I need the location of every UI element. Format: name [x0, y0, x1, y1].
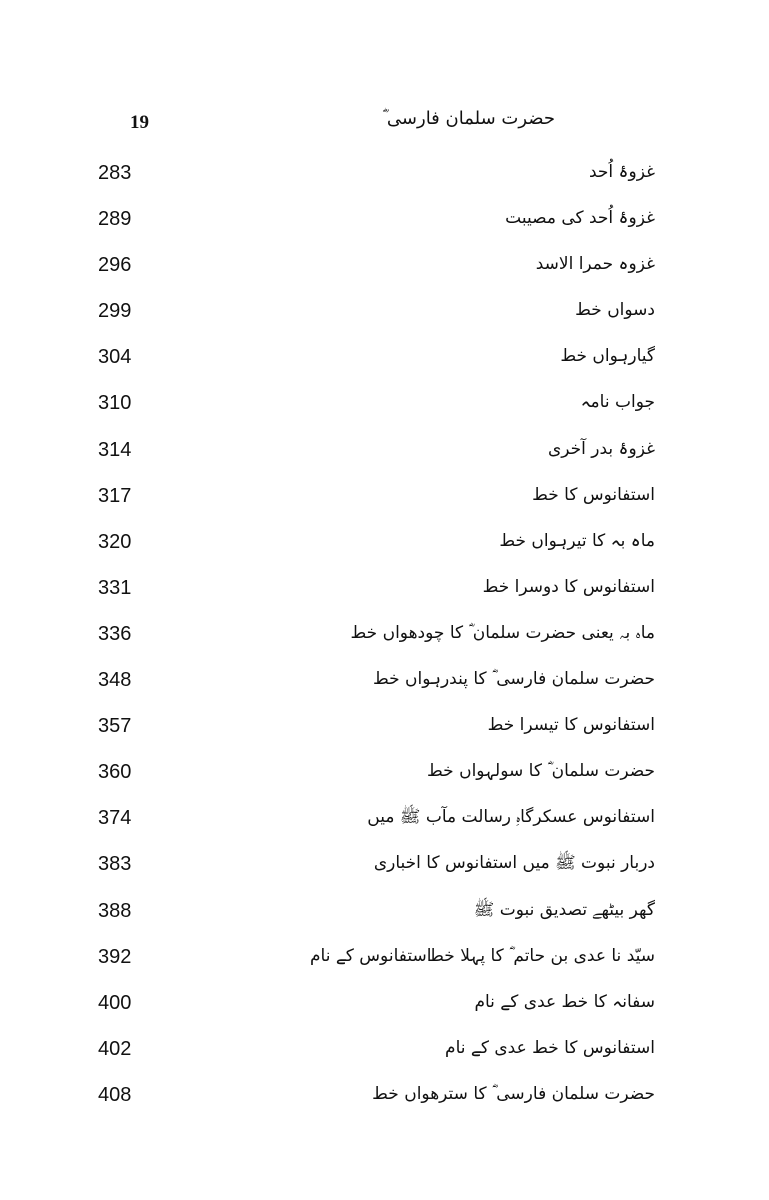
toc-entry-title: جواب نامہ: [580, 392, 655, 413]
toc-entry-page: 310: [98, 392, 132, 415]
toc-entry-subtitle: استفانوس کے نام: [310, 945, 432, 966]
toc-entry: [0, 198, 769, 244]
table-of-contents: [0, 152, 769, 1120]
toc-entry-page: 317: [98, 484, 132, 507]
toc-entry-page: 336: [98, 622, 132, 645]
toc-entry-title: استفانوس کا دوسرا خط: [482, 576, 655, 597]
toc-entry-page: 402: [98, 1037, 132, 1060]
page-number: 19: [130, 112, 149, 133]
toc-entry-page: 408: [98, 1083, 132, 1106]
toc-entry: [0, 936, 769, 982]
toc-entry: [0, 429, 769, 475]
toc-entry: [0, 244, 769, 290]
toc-entry-page: 331: [98, 576, 132, 599]
toc-entry-title: حضرت سلمان فارسی ؓ کا سترھواں خط: [372, 1083, 655, 1104]
toc-entry-title: گھر بیٹھے تصدیق نبوت ﷺ: [473, 899, 655, 920]
toc-entry-page: 357: [98, 715, 132, 738]
toc-entry: [0, 290, 769, 336]
toc-entry: [0, 567, 769, 613]
toc-entry: [0, 843, 769, 889]
toc-entry-page: 304: [98, 346, 132, 369]
toc-entry-page: 400: [98, 991, 132, 1014]
toc-entry-page: 320: [98, 530, 132, 553]
toc-entry-page: 299: [98, 300, 132, 323]
toc-entry: [0, 797, 769, 843]
toc-entry: [0, 890, 769, 936]
toc-entry: [0, 382, 769, 428]
toc-entry-title: حضرت سلمان ؓ کا سولہواں خط: [427, 761, 655, 782]
toc-entry-title: دربار نبوت ﷺ میں استفانوس کا اخباری: [373, 853, 655, 874]
toc-entry: [0, 475, 769, 521]
toc-entry: [0, 659, 769, 705]
toc-entry-page: 360: [98, 761, 132, 784]
toc-entry-title: گیارہواں خط: [560, 346, 655, 367]
toc-entry: [0, 1074, 769, 1120]
toc-entry-title: دسواں خط: [575, 300, 655, 321]
toc-entry: [0, 982, 769, 1028]
toc-entry-page: 374: [98, 807, 132, 830]
toc-entry-title: سیّد نا عدی بن حاتم ؓ کا پہلا خط: [428, 945, 655, 966]
running-title: حضرت سلمان فارسی ؓ: [382, 108, 555, 129]
toc-entry: [0, 521, 769, 567]
toc-entry-title: استفانوس کا خط عدی کے نام: [445, 1037, 655, 1058]
toc-entry: [0, 152, 769, 198]
toc-entry-title: استفانوس کا تیسرا خط: [487, 715, 655, 736]
toc-entry-title: ماہ بہ یعنی حضرت سلمان ؓ کا چودھواں خط: [350, 622, 655, 643]
toc-entry: [0, 613, 769, 659]
toc-entry-page: 289: [98, 208, 132, 231]
toc-entry-page: 296: [98, 254, 132, 277]
toc-entry: [0, 751, 769, 797]
toc-entry-page: 392: [98, 945, 132, 968]
toc-entry: [0, 336, 769, 382]
toc-entry-page: 348: [98, 669, 132, 692]
toc-entry-title: غزوۂ اُحد: [589, 162, 655, 182]
toc-entry: [0, 705, 769, 751]
toc-entry-title: استفانوس کا خط: [532, 484, 655, 505]
toc-entry-title: استفانوس عسکرگاہِ رسالت مآب ﷺ میں: [367, 807, 655, 828]
toc-entry-title: حضرت سلمان فارسی ؓ کا پندرہواں خط: [372, 669, 655, 690]
toc-entry-page: 314: [98, 438, 132, 461]
page-header: [0, 108, 769, 144]
toc-entry: [0, 1028, 769, 1074]
toc-entry-page: 388: [98, 899, 132, 922]
toc-entry-title: سفانہ کا خط عدی کے نام: [474, 991, 655, 1012]
toc-entry-title: غزوۂ اُحد کی مصیبت: [505, 208, 655, 229]
toc-entry-page: 283: [98, 162, 132, 184]
toc-entry-title: غزوۂ بدر آخری: [547, 438, 655, 459]
toc-entry-page: 383: [98, 853, 132, 876]
toc-entry-title: غزوہ حمرا الاسد: [535, 254, 655, 275]
toc-entry-title: ماہ بہ کا تیرہواں خط: [499, 530, 655, 551]
